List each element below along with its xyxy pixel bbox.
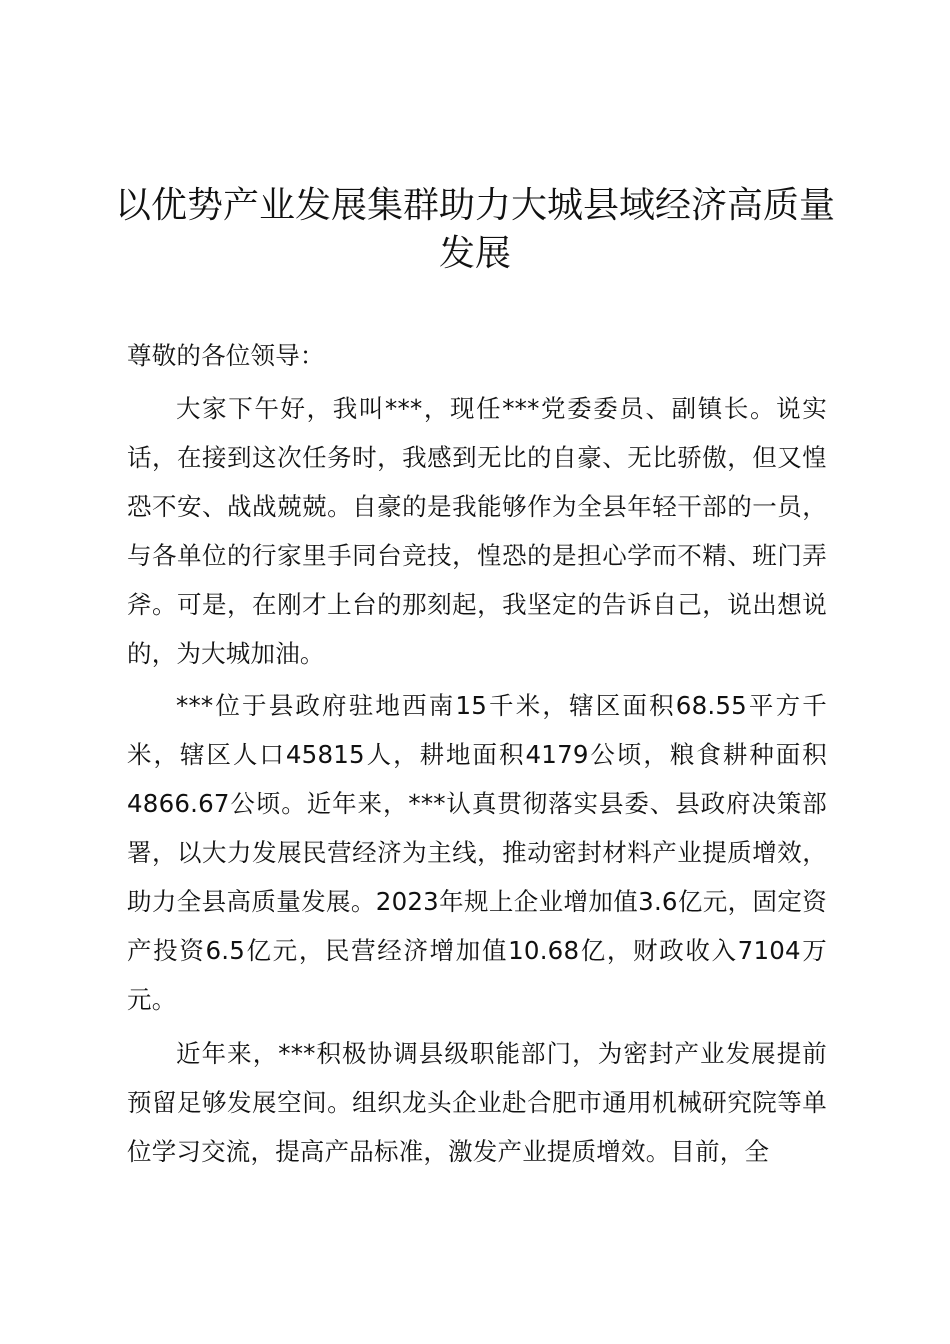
document-title: 以优势产业发展集群助力大城县域经济高质量发展 xyxy=(114,185,835,274)
paragraph-industry-development: 近年来，***积极协调县级职能部门，为密封产业发展提前预留足够发展空间。组织龙头企业赴合肥市通用机械研究院等单位学习交流，提高产品标准，激发产业提质增效。目前，全 xyxy=(127,1039,827,1166)
paragraph-introduction: 大家下午好，我叫***，现任***党委委员、副镇长。说实话，在接到这次任务时，我感到无比的自豪、无比骄傲，但又惶恐不安、战战兢兢。自豪的是我能够作为全县年轻干部的一员，与各单位的行家里手同台竞技，惶恐的是担心学而不精、班门弄斧。可是，在刚才上台的那刻起，我坚定的告诉自己，说出想说的，为大城加油。 xyxy=(127,394,827,668)
salutation: 尊敬的各位领导： xyxy=(127,341,325,370)
paragraph-town-overview: ***位于县政府驻地西南15千米，辖区面积68.55平方千米，辖区人口45815人，耕地面积4179公顷，粮食耕种面积4866.67公顷。近年来，***认真贯彻落实县委、县政府决策部署，以大力发展民营经济为主线，推动密封材料产业提质增效，助力全县高质量发展。2023年规上企业增加值3.6亿元，固定资产投资6.5亿元，民营经济增加值10.68亿，财政收入7104万元。 xyxy=(127,691,827,1014)
